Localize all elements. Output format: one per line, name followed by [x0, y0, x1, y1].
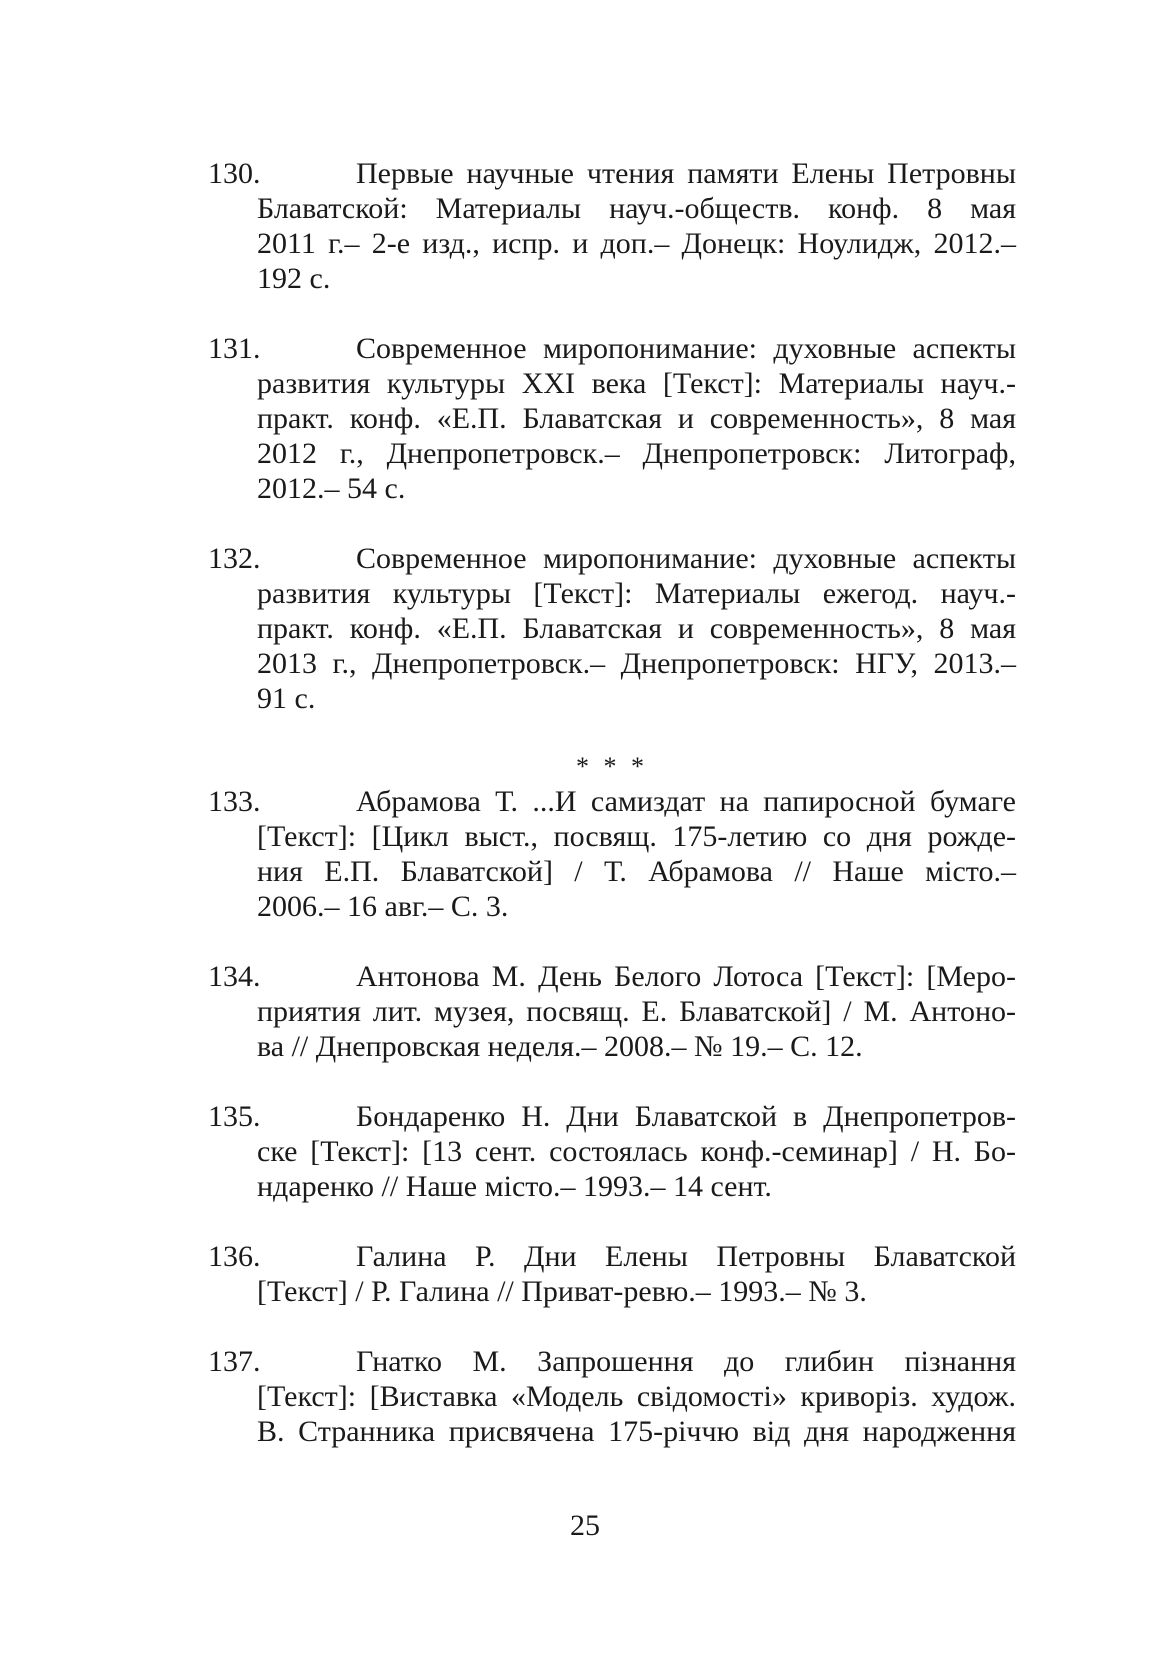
entry-line: [Текст]: [Цикл выст., посвящ. 175-летию со дня рожде-: [257, 820, 1016, 853]
entry-text: [257, 784, 1016, 924]
bibliography-entry: [208, 156, 1016, 296]
entry-line: развития культуры [Текст]: Материалы ежегод. науч.-: [257, 577, 1016, 610]
entry-line: 91 с.: [257, 682, 316, 715]
bibliography-entry: [208, 1344, 1016, 1449]
entry-text: [257, 331, 1016, 506]
entry-number: 132.: [208, 542, 261, 575]
entry-line: Галина Р. Дни Елены Петровны Блаватской: [356, 1240, 1016, 1273]
bibliography-entry: [208, 1099, 1016, 1204]
entry-line: ндаренко // Наше місто.– 1993.– 14 сент.: [257, 1170, 772, 1203]
entry-line: ва // Днепровская неделя.– 2008.– № 19.– С. 12.: [257, 1030, 863, 1063]
entry-text: [257, 959, 1016, 1064]
entry-line: Первые научные чтения памяти Елены Петровны: [356, 157, 1016, 190]
entry-number: 131.: [208, 332, 261, 365]
entry-text: [257, 541, 1016, 716]
entry-line: [Текст]: [Виставка «Модель свідомості» криворіз. худож.: [257, 1380, 1016, 1413]
entry-number: 135.: [208, 1100, 261, 1133]
entry-line: ния Е.П. Блаватской] / Т. Абрамова // Наше місто.–: [257, 855, 1016, 888]
entry-line: Абрамова Т. ...И самиздат на папиросной бумаге: [356, 785, 1016, 818]
entry-line: Современное миропонимание: духовные аспекты: [356, 332, 1016, 365]
page-number: 25: [570, 1509, 600, 1542]
entry-number: 136.: [208, 1240, 261, 1273]
entry-line: 192 с.: [257, 262, 331, 295]
entry-line: В. Странника присвячена 175-річчю від дня народження: [257, 1415, 1016, 1448]
entry-line: приятия лит. музея, посвящ. Е. Блаватской] / М. Антоно-: [257, 995, 1016, 1028]
entry-line: 2013 г., Днепропетровск.– Днепропетровск: НГУ, 2013.–: [257, 647, 1016, 680]
entry-line: 2006.– 16 авг.– С. 3.: [257, 890, 509, 923]
entry-line: практ. конф. «Е.П. Блаватская и современность», 8 мая: [257, 402, 1016, 435]
entry-line: Блаватской: Материалы науч.-обществ. конф. 8 мая: [257, 192, 1016, 225]
entry-line: 2012 г., Днепропетровск.– Днепропетровск: Литограф,: [257, 437, 1016, 470]
bibliography-entry: [208, 541, 1016, 716]
entry-number: 134.: [208, 960, 261, 993]
entry-line: Гнатко М. Запрошення до глибин пізнання: [356, 1345, 1016, 1378]
entry-text: [257, 1239, 1016, 1309]
entry-text: [257, 1344, 1016, 1449]
bibliography-entry: [208, 959, 1016, 1064]
bibliography-entry: [208, 331, 1016, 506]
entry-line: Бондаренко Н. Дни Блаватской в Днепропетров-: [356, 1100, 1016, 1133]
entry-line: ске [Текст]: [13 сент. состоялась конф.-семинар] / Н. Бо-: [257, 1135, 1016, 1168]
entry-line: практ. конф. «Е.П. Блаватская и современность», 8 мая: [257, 612, 1016, 645]
bibliography-entry: [208, 784, 1016, 924]
entry-text: [257, 156, 1016, 296]
entry-line: развития культуры XXI века [Текст]: Материалы науч.-: [257, 367, 1016, 400]
entry-line: Современное миропонимание: духовные аспекты: [356, 542, 1016, 575]
bibliography-list: [208, 156, 1016, 1484]
entry-number: 137.: [208, 1345, 261, 1378]
section-separator: * * *: [576, 752, 648, 781]
entry-line: [Текст] / Р. Галина // Приват-ревю.– 1993.– № 3.: [257, 1275, 867, 1308]
entry-text: [257, 1099, 1016, 1204]
entry-number: 130.: [208, 157, 261, 190]
entry-number: 133.: [208, 785, 261, 818]
entry-line: Антонова М. День Белого Лотоса [Текст]: [Меро-: [356, 960, 1016, 993]
entry-line: 2012.– 54 с.: [257, 472, 406, 505]
entry-line: 2011 г.– 2-е изд., испр. и доп.– Донецк: Ноулидж, 2012.–: [257, 227, 1016, 260]
bibliography-entry: [208, 1239, 1016, 1309]
